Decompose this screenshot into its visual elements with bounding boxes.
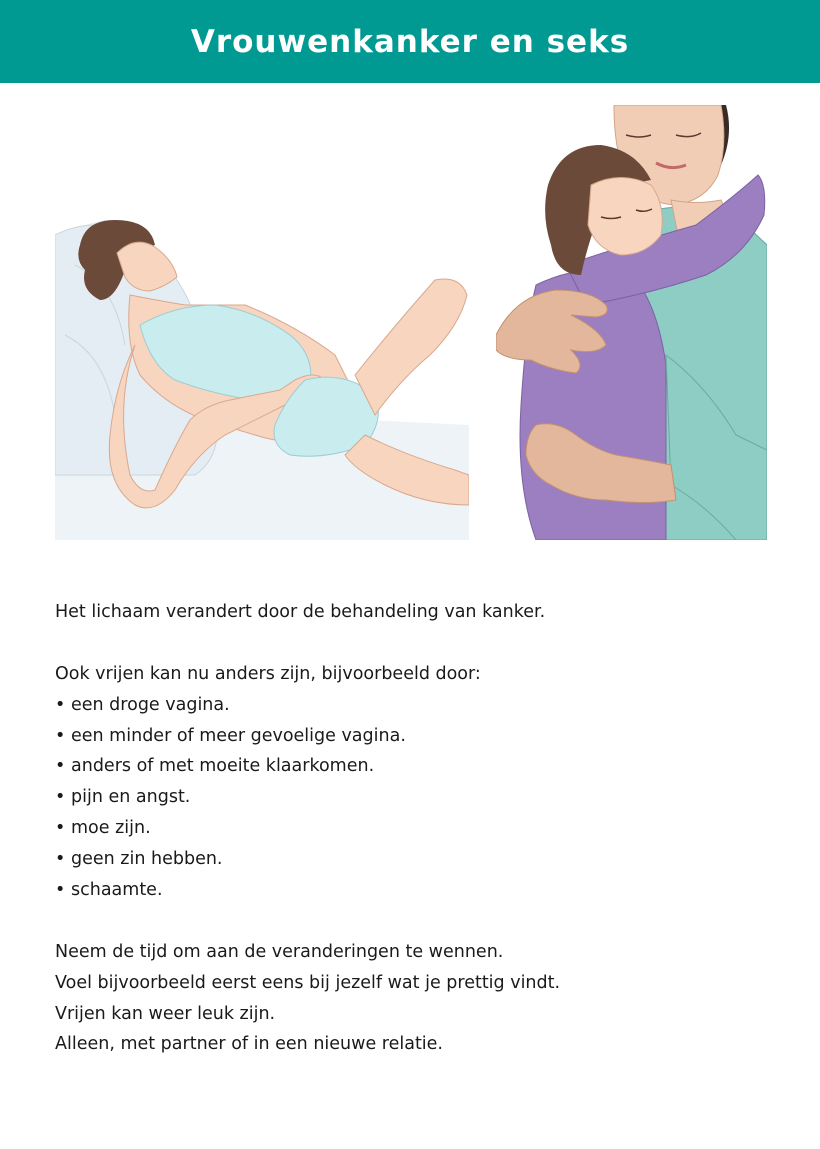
page-title: Vrouwenkanker en seks: [190, 23, 630, 60]
list-intro: Ook vrijen kan nu anders zijn, bijvoorbeeld door:: [55, 664, 481, 684]
closing-line: Vrijen kan weer leuk zijn.: [55, 1003, 276, 1024]
list-item: • anders of met moeite klaarkomen.: [55, 751, 775, 782]
list-item: • een minder of meer gevoelige vagina.: [55, 721, 775, 752]
closing-paragraph: [55, 937, 775, 1060]
closing-line: Voel bijvoorbeeld eerst eens bij jezelf wat je prettig vindt.: [55, 972, 561, 993]
bullet-icon: •: [55, 725, 66, 746]
closing-line: Neem de tijd om aan de veranderingen te wennen.: [55, 942, 504, 962]
list-item: • moe zijn.: [55, 813, 775, 844]
list-item: • pijn en angst.: [55, 782, 775, 813]
bullet-icon: •: [55, 817, 66, 838]
two-women-hugging-illustration: [496, 105, 767, 540]
bullet-icon: •: [55, 694, 66, 715]
list-item: • geen zin hebben.: [55, 844, 775, 875]
bullet-icon: •: [55, 756, 66, 777]
list-item: • schaamte.: [55, 875, 775, 906]
bullet-icon: •: [55, 848, 66, 869]
changes-section: [55, 659, 775, 905]
list-item: • een droge vagina.: [55, 690, 775, 721]
woman-lying-in-bed-illustration: [55, 205, 469, 540]
changes-list: [55, 690, 775, 906]
bullet-icon: •: [55, 787, 66, 808]
closing-line: Alleen, met partner of in een nieuwe relatie.: [55, 1034, 443, 1055]
intro-text: Het lichaam verandert door de behandeling van kanker.: [55, 602, 546, 622]
page-header: [0, 0, 820, 83]
bullet-icon: •: [55, 879, 66, 900]
intro-paragraph: [55, 597, 775, 628]
